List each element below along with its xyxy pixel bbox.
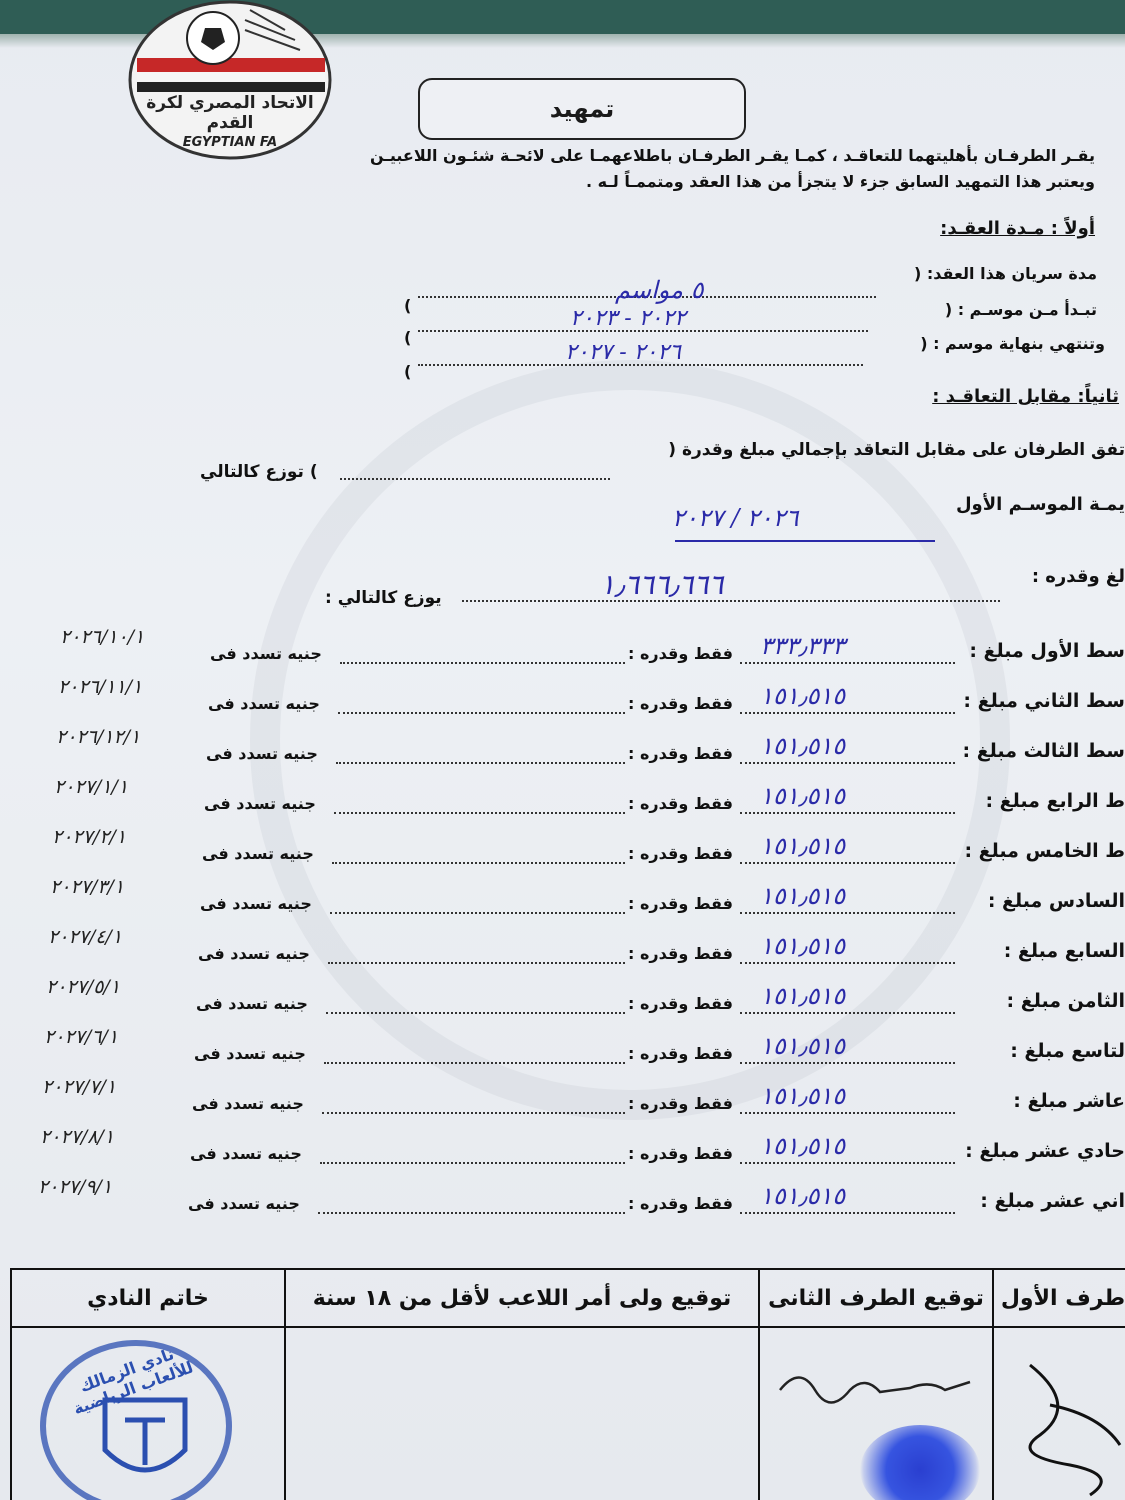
end-label: وتنتهي بنهاية موسم : ( xyxy=(920,334,1105,353)
installment-label: السابع مبلغ : xyxy=(1003,940,1125,962)
start-value: ٢٠٢٢ - ٢٠٢٣ xyxy=(570,306,686,331)
season-value: ٢٠٢٦ / ٢٠٢٧ xyxy=(672,504,799,532)
installment-pay-text: جنيه تسدد فى xyxy=(206,744,318,763)
installment-date: ٢٠٢٧/٤/١ xyxy=(48,926,123,948)
installment-only-amount: فقط وقدره : xyxy=(628,744,733,763)
start-label: تبـدأ مـن موسـم : ( xyxy=(944,300,1097,319)
installment-only-amount: فقط وقدره : xyxy=(628,894,733,913)
section1-heading: أولاً : مـدة العقـد: xyxy=(940,218,1095,239)
installment-pay-text: جنيه تسدد فى xyxy=(192,1094,304,1113)
club-seal-header: خاتم النادي xyxy=(12,1270,284,1328)
installment-pay-text: جنيه تسدد فى xyxy=(196,994,308,1013)
installment-date: ٢٠٢٧/١/١ xyxy=(54,776,129,798)
guardian-header: توقيع ولى أمر اللاعب لأقل من ١٨ سنة xyxy=(286,1270,758,1328)
installment-date: ٢٠٢٦/١٠/١ xyxy=(60,626,145,648)
installment-pay-text: جنيه تسدد فى xyxy=(188,1194,300,1213)
installment-label: سط الثالث مبلغ : xyxy=(962,740,1125,762)
installment-pay-text: جنيه تسدد فى xyxy=(198,944,310,963)
installment-date: ٢٠٢٧/٥/١ xyxy=(46,976,121,998)
installment-amount: ١٥١٫٥١٥ xyxy=(760,932,846,960)
installment-amount: ١٥١٫٥١٥ xyxy=(760,782,846,810)
stamp-emblem-icon xyxy=(90,1390,200,1490)
installment-only-amount: فقط وقدره : xyxy=(628,694,733,713)
installment-pay-text: جنيه تسدد فى xyxy=(204,794,316,813)
page-title: تمهيد xyxy=(549,95,615,123)
contract-page: الاتحاد المصري لكرة القدم EGYPTIAN FA تمهيد يقـر الطرفـان بأهليتهما للتعاقـد ، كمـا يقـر الطرفـان باطلاعهمـا على لائحـة شئـون اللاعبيـن ويعتبر هذا التمهيد السابق جزء لا يتجزأ من هذا العقد ومتممـاً لـه . أولاً : مـدة العقـد: مدة سريان هذا العقد: ( ٥ مواسم ) تبـدأ مـن موسـم : ( ٢٠٢٢ - ٢٠٢٣ ) وتنتهي بنهاية موسم : ( ٢٠٢٦ - ٢٠٢٧ ) ثانياً: مقابل التعاقـد : تفق الطرفان على مقابل التعاقد بإجمالي مبلغ وقدرة ( ) توزع كالتالي يمـة الموسـم الأول ٢٠٢٦ / ٢٠٢٧ لغ وقدره : ١٫٦٦٦٫٦٦٦ يوزع كالتالي : سط الأول مبلغ : ٣٣٣٫٣٣٣ فقط وقدره : جنيه تسدد فى ٢٠٢٦/١٠/١ سط الثاني مبلغ : ١٥١٫٥١٥ فقط وقدره : جنيه تسدد فى ٢٠٢٦/١١/١ سط الثالث مبلغ : ١٥١٫٥١٥ فقط وقدره : جنيه تسدد فى ٢٠٢٦/١٢/١ ط الرابع مبلغ : ١٥١٫٥١٥ فقط وقدره : جنيه تسدد فى ٢٠٢٧/١/١ ط الخامس مبلغ : ١٥١٫٥١٥ فقط وقدره : جنيه تسدد فى ٢٠٢٧/٢/١ السادس مبلغ : ١٥١٫٥١٥ فقط وقدره : جنيه تسدد فى ٢٠٢٧/٣/١ السابع مبلغ : ١٥١٫٥١٥ فقط وقدره : جنيه تسدد فى ٢٠٢٧/٤/١ الثامن مبلغ : ١٥١٫٥١٥ فقط وقدره : جنيه تسدد فى ٢٠٢٧/٥/١ لتاسع مبلغ : ١٥١٫٥١٥ فقط وقدره : جنيه تسدد فى ٢٠٢٧/٦/١ عاشر مبلغ : ١٥١٫٥١٥ فقط وقدره : جنيه تسدد فى ٢٠٢٧/٧/١ حادي عشر مبلغ : ١٥١٫٥١٥ فقط وقدره : جنيه تسدد فى ٢٠٢٧/٨/١ اني عشر مبلغ : ١٥١٫٥١٥ فقط وقدره : جنيه تسدد فى ٢٠٢٧/٩/١ خاتم النادي توقيع ولى أمر اللاعب لأقل من ١٨ سنة توقيع الطرف الثانى طرف الأول نادي الزمالك للألعاب الرياضية xyxy=(0,0,1125,1500)
agree-text: تفق الطرفان على مقابل التعاقد بإجمالي مبلغ وقدرة ( xyxy=(668,440,1125,460)
installment-amount: ١٥١٫٥١٥ xyxy=(760,682,846,710)
duration-value: ٥ مواسم xyxy=(615,276,704,304)
installment-label: حادي عشر مبلغ : xyxy=(965,1140,1125,1162)
installment-amount: ١٥١٫٥١٥ xyxy=(760,1182,846,1210)
installment-only-amount: فقط وقدره : xyxy=(628,794,733,813)
installment-date: ٢٠٢٧/٢/١ xyxy=(52,826,127,848)
logo-arabic: الاتحاد المصري لكرة القدم xyxy=(146,93,314,133)
installment-amount: ١٥١٫٥١٥ xyxy=(760,1082,846,1110)
installment-label: عاشر مبلغ : xyxy=(1013,1090,1125,1112)
installment-pay-text: جنيه تسدد فى xyxy=(208,694,320,713)
installment-pay-text: جنيه تسدد فى xyxy=(200,894,312,913)
installment-date: ٢٠٢٧/٣/١ xyxy=(50,876,125,898)
section2-heading: ثانياً: مقابل التعاقـد : xyxy=(932,386,1119,407)
stamp-text: نادي الزمالك للألعاب الرياضية xyxy=(70,1344,196,1419)
installment-date: ٢٠٢٦/١١/١ xyxy=(58,676,143,698)
installment-pay-text: جنيه تسدد فى xyxy=(190,1144,302,1163)
installment-amount: ١٥١٫٥١٥ xyxy=(760,982,846,1010)
duration-label: مدة سريان هذا العقد: ( xyxy=(913,264,1097,283)
installment-only-amount: فقط وقدره : xyxy=(628,1094,733,1113)
title-box xyxy=(418,78,746,140)
installment-label: السادس مبلغ : xyxy=(987,890,1125,912)
installment-date: ٢٠٢٧/٦/١ xyxy=(44,1026,119,1048)
installment-amount: ١٥١٫٥١٥ xyxy=(760,882,846,910)
installment-label: اني عشر مبلغ : xyxy=(980,1190,1125,1212)
amount-value: ١٫٦٦٦٫٦٦٦ xyxy=(600,568,724,601)
installment-only-amount: فقط وقدره : xyxy=(628,844,733,863)
installment-amount: ١٥١٫٥١٥ xyxy=(760,1132,846,1160)
second-party-header: توقيع الطرف الثانى xyxy=(760,1270,992,1328)
first-party-header: طرف الأول xyxy=(994,1270,1125,1328)
amount-tail: يوزع كالتالي : xyxy=(325,588,442,608)
installment-label: سط الأول مبلغ : xyxy=(969,640,1125,662)
installment-pay-text: جنيه تسدد فى xyxy=(210,644,322,663)
season-label: يمـة الموسـم الأول xyxy=(955,494,1125,515)
agree-tail: ) توزع كالتالي xyxy=(200,462,318,482)
installment-only-amount: فقط وقدره : xyxy=(628,994,733,1013)
installment-only-amount: فقط وقدره : xyxy=(628,1044,733,1063)
installment-only-amount: فقط وقدره : xyxy=(628,644,733,663)
installment-amount: ١٥١٫٥١٥ xyxy=(760,1032,846,1060)
installment-pay-text: جنيه تسدد فى xyxy=(202,844,314,863)
installment-label: الثامن مبلغ : xyxy=(1006,990,1125,1012)
preamble-line-2: ويعتبر هذا التمهيد السابق جزء لا يتجزأ من هذا العقد ومتممـاً لـه . xyxy=(585,172,1095,191)
installment-label: سط الثاني مبلغ : xyxy=(963,690,1125,712)
installment-label: لتاسع مبلغ : xyxy=(1010,1040,1125,1062)
preamble-line-1: يقـر الطرفـان بأهليتهما للتعاقـد ، كمـا يقـر الطرفـان باطلاعهمـا على لائحـة شئـون اللاعبيـن xyxy=(369,146,1095,165)
installment-label: ط الرابع مبلغ : xyxy=(985,790,1125,812)
installment-only-amount: فقط وقدره : xyxy=(628,1144,733,1163)
amount-label: لغ وقدره : xyxy=(1031,566,1125,587)
installment-date: ٢٠٢٧/٩/١ xyxy=(38,1176,113,1198)
installment-date: ٢٠٢٧/٨/١ xyxy=(40,1126,115,1148)
installment-amount: ٣٣٣٫٣٣٣ xyxy=(760,632,846,660)
installment-only-amount: فقط وقدره : xyxy=(628,944,733,963)
end-value: ٢٠٢٦ - ٢٠٢٧ xyxy=(565,340,681,365)
installment-pay-text: جنيه تسدد فى xyxy=(194,1044,306,1063)
installment-label: ط الخامس مبلغ : xyxy=(964,840,1125,862)
installment-date: ٢٠٢٦/١٢/١ xyxy=(56,726,141,748)
installment-amount: ١٥١٫٥١٥ xyxy=(760,732,846,760)
installment-amount: ١٥١٫٥١٥ xyxy=(760,832,846,860)
second-party-signature-icon xyxy=(770,1360,980,1420)
installment-date: ٢٠٢٧/٧/١ xyxy=(42,1076,117,1098)
installment-only-amount: فقط وقدره : xyxy=(628,1194,733,1213)
logo-english: EGYPTIAN FA xyxy=(182,135,278,150)
first-party-signature-icon xyxy=(1000,1345,1125,1500)
